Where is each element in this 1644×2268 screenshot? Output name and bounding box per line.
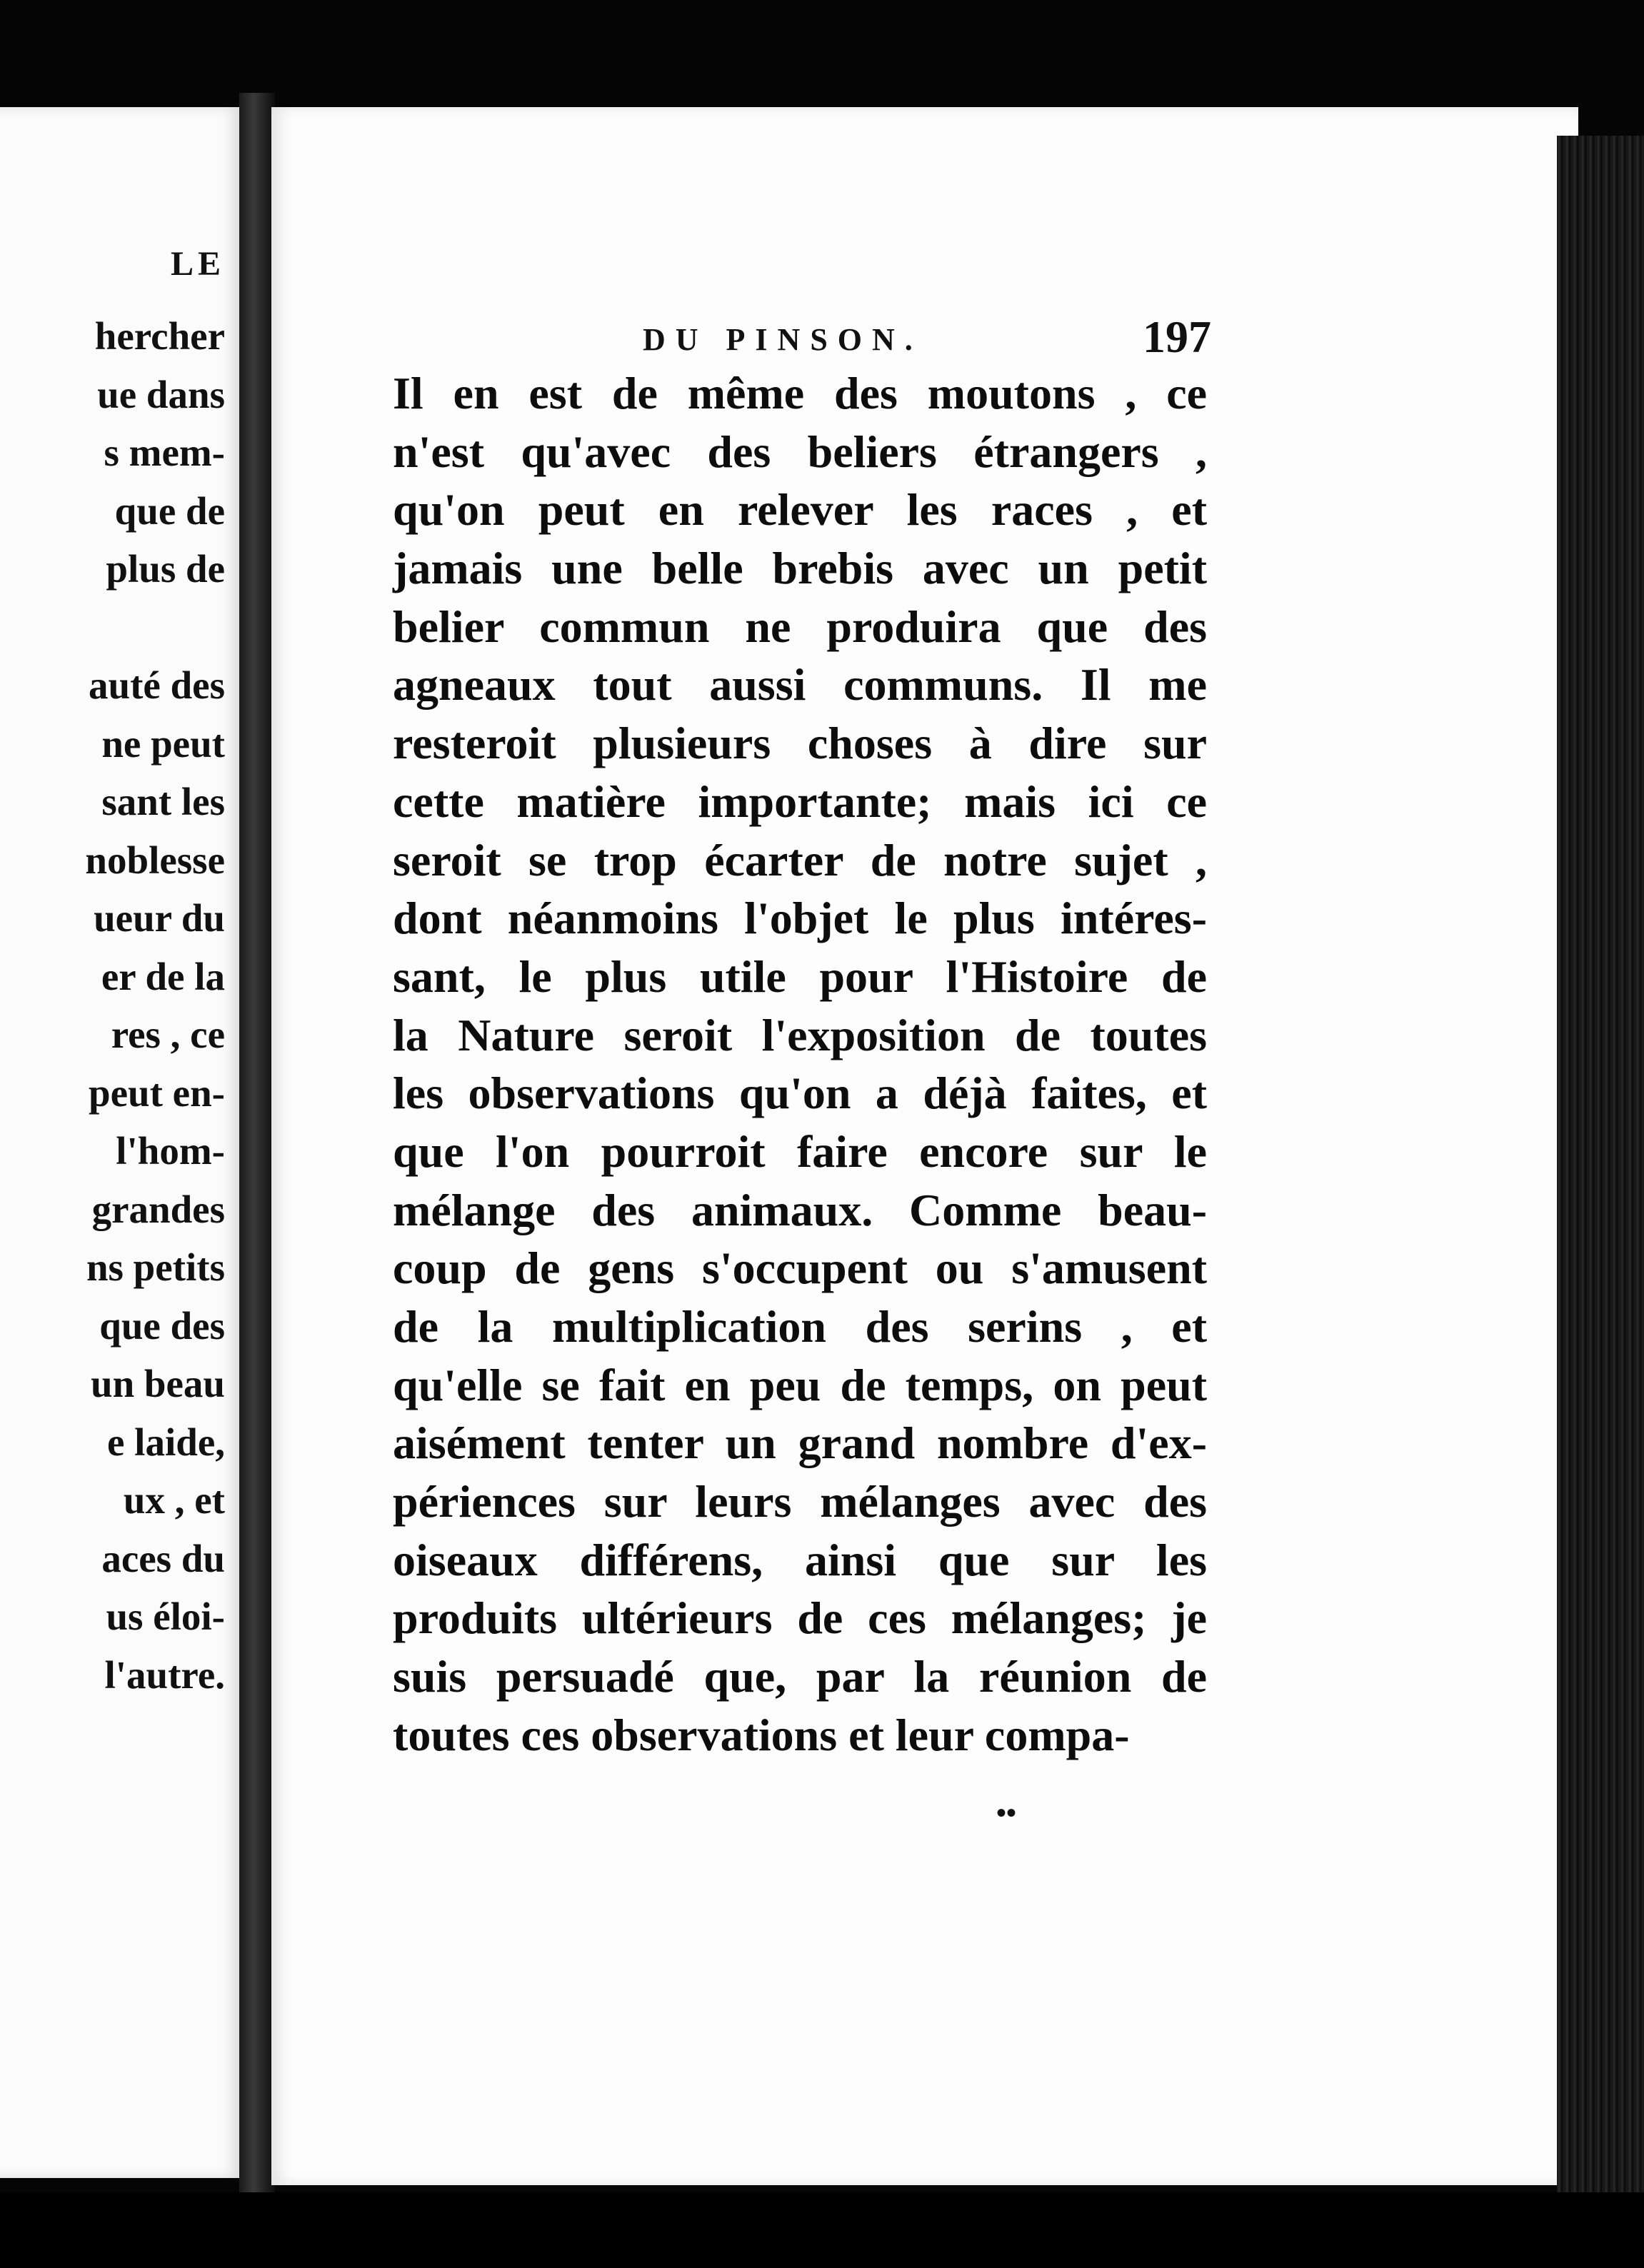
text-line: aisément tenter un grand nombre d'ex- <box>393 1418 1207 1469</box>
text-line: jamais une belle brebis avec un petit <box>393 543 1207 594</box>
text-line: dont néanmoins l'objet le plus intéres- <box>393 893 1207 944</box>
text-line: aces du <box>101 1536 225 1580</box>
text-line: qu'on peut en relever les races , et <box>393 484 1207 536</box>
text-line: resteroit plusieurs choses à dire sur <box>393 718 1207 769</box>
text-line: er de la <box>101 954 225 998</box>
text-line: sant, le plus utile pour l'Histoire de <box>393 950 1207 1002</box>
text-line: ns petits <box>86 1245 225 1289</box>
text-line: res , ce <box>111 1013 225 1056</box>
text-line: hercher <box>94 314 225 358</box>
text-line: l'autre. <box>104 1652 225 1697</box>
text-line: ueur du <box>94 896 225 940</box>
text-line: belier commun ne produira que des <box>393 601 1207 652</box>
text-line: Il en est de même des moutons , ce <box>393 368 1207 418</box>
text-line: la Nature seroit l'exposition de toutes <box>393 1009 1207 1060</box>
scan-border <box>0 2192 1644 2268</box>
previous-page-header: LE <box>170 245 225 283</box>
text-line: grandes <box>91 1187 225 1231</box>
text-line: agneaux tout aussi communs. Il me <box>393 659 1207 711</box>
text-line: peut en- <box>89 1070 225 1115</box>
paragraph-gap <box>85 598 225 657</box>
text-line: suis persuadé que, par la réunion de <box>393 1651 1207 1702</box>
text-line: us éloi- <box>106 1595 225 1638</box>
text-line: périences sur leurs mélanges avec des <box>393 1476 1207 1527</box>
running-head: DU PINSON. <box>643 322 923 357</box>
text-line: seroit se trop écarter de notre sujet , <box>393 834 1207 885</box>
text-line: n'est qu'avec des beliers étrangers , <box>393 426 1207 477</box>
text-line: s mem- <box>104 431 225 474</box>
text-line: sant les <box>101 780 225 823</box>
text-line: l'hom- <box>116 1129 225 1173</box>
text-line: oiseaux différens, ainsi que sur les <box>393 1534 1207 1585</box>
text-line: toutes ces observations et leur compa- <box>393 1709 1130 1760</box>
text-line: un beau <box>90 1362 225 1405</box>
text-line: e laide, <box>107 1420 225 1464</box>
page-number: 197 <box>1143 311 1211 362</box>
text-line: que des <box>99 1303 225 1348</box>
text-line: les observations qu'on a déjà faites, et <box>393 1068 1207 1119</box>
text-line: mélange des animaux. Comme beau- <box>393 1184 1207 1235</box>
text-line: noblesse <box>85 838 225 882</box>
text-line: cette matière importante; mais ici ce <box>393 776 1207 827</box>
text-line: ue dans <box>97 372 225 416</box>
page-edges <box>1557 136 1644 2207</box>
book-gutter <box>239 93 275 2207</box>
text-line: plus de <box>106 547 225 591</box>
previous-page <box>0 107 244 2178</box>
text-line: que l'on pourroit faire encore sur le <box>393 1125 1207 1177</box>
text-line: coup de gens s'occupent ou s'amusent <box>393 1243 1207 1294</box>
text-line: que de <box>114 488 225 533</box>
text-line: auté des <box>89 663 225 707</box>
signature-mark: •• <box>996 1797 1017 1829</box>
text-line: produits ultérieurs de ces mélanges; je <box>393 1592 1207 1644</box>
previous-page-text <box>85 307 225 1704</box>
text-line: de la multiplication des serins , et <box>393 1301 1207 1352</box>
text-line: ne peut <box>101 721 225 766</box>
text-line: ux , et <box>123 1478 225 1522</box>
page-body-text <box>393 364 1207 1765</box>
text-line: qu'elle se fait en peu de temps, on peut <box>393 1359 1207 1410</box>
